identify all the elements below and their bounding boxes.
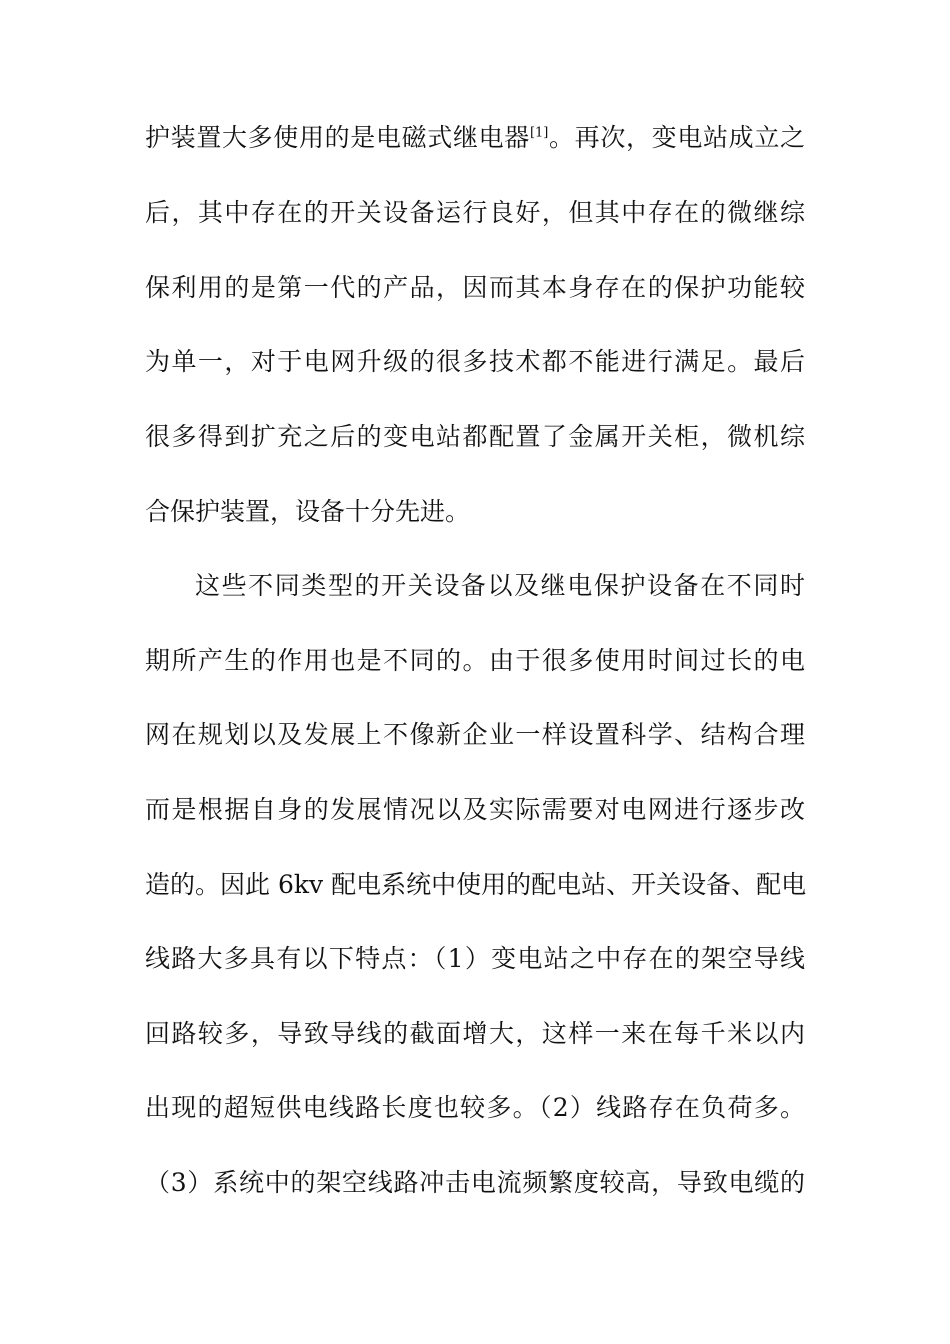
text-line: 出现的超短供电线路长度也较多。（2）线路存在负荷多。 (145, 1093, 805, 1122)
text-line: 保利用的是第一代的产品，因而其本身存在的保护功能较 (145, 273, 805, 302)
text-line (145, 118, 805, 158)
text-line: 合保护装置，设备十分先进。 (145, 497, 471, 526)
text-line: （3）系统中的架空线路冲击电流频繁度较高，导致电缆的 (145, 1168, 805, 1197)
text-line: 期所产生的作用也是不同的。由于很多使用时间过长的电 (145, 646, 805, 675)
text-line: 很多得到扩充之后的变电站都配置了金属开关柜，微机综 (145, 422, 805, 451)
text-line: 线路大多具有以下特点：（1）变电站之中存在的架空导线 (145, 944, 805, 973)
text-line: 这些不同类型的开关设备以及继电保护设备在不同时 (195, 571, 805, 600)
text-line: 而是根据自身的发展情况以及实际需要对电网进行逐步改 (145, 795, 805, 824)
text-span: 。再次，变电站成立之 (548, 123, 805, 152)
text-span: 护装置大多使用的是电磁式继电器 (145, 123, 530, 152)
citation-ref[interactable]: [1] (529, 125, 549, 141)
text-line: 造的。因此 6kv 配电系统中使用的配电站、开关设备、配电 (145, 870, 807, 899)
text-line: 后，其中存在的开关设备运行良好，但其中存在的微继综 (145, 198, 805, 227)
text-line: 网在规划以及发展上不像新企业一样设置科学、结构合理 (145, 720, 805, 749)
text-line: 为单一，对于电网升级的很多技术都不能进行满足。最后 (145, 347, 805, 376)
text-line: 回路较多，导致导线的截面增大，这样一来在每千米以内 (145, 1019, 805, 1048)
